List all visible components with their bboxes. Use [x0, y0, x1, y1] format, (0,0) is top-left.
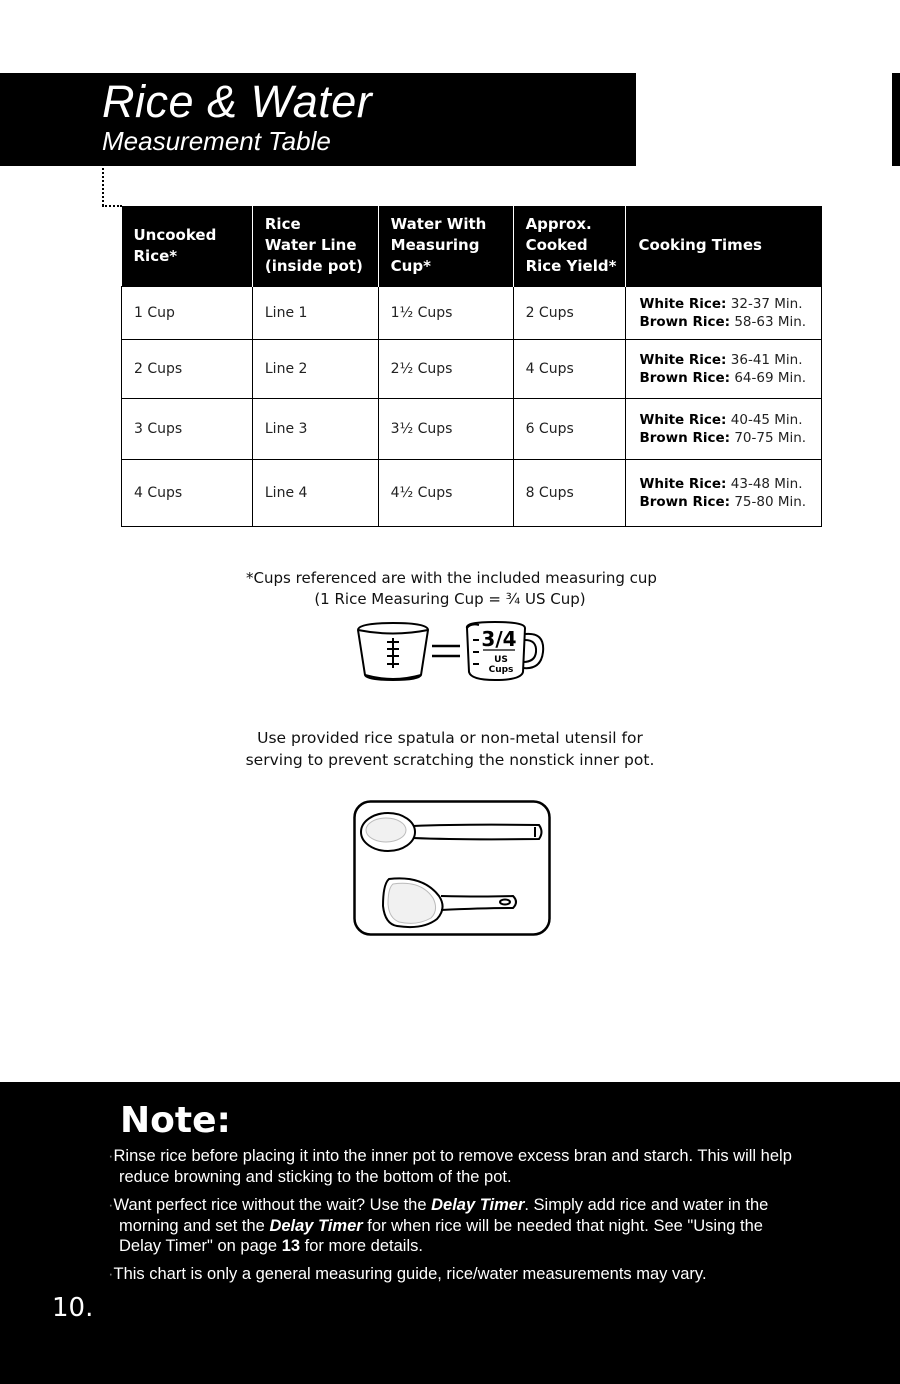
bullet: · — [108, 1196, 114, 1214]
cell-yield: 4 Cups — [513, 339, 626, 398]
unit-label: US — [494, 655, 508, 665]
note-section — [0, 1082, 900, 1384]
column-header-water-line: Rice Water Line (inside pot) — [252, 206, 378, 286]
note-item: ·Rinse rice before placing it into the inner pot to remove excess bran and starch. This will help reduce browning and sticking to the bottom of the pot. — [108, 1147, 792, 1186]
cell-cooking-times: White Rice: 32-37 Min. Brown Rice: 58-63 Min. — [626, 286, 822, 339]
bullet: · — [108, 1147, 114, 1165]
rice-measuring-cup-icon — [358, 623, 428, 680]
note-item: ·Want perfect rice without the wait? Use the Delay Timer. Simply add rice and water in the morning and set the Delay Timer for when rice will be needed that night. See "Using the Delay Timer" on page 13 for more details. — [108, 1196, 769, 1255]
table-row — [122, 286, 822, 339]
cell-water: 2½ Cups — [378, 339, 513, 398]
cell-rice: 3 Cups — [122, 398, 253, 459]
footnote-conversion: (1 Rice Measuring Cup = ¾ US Cup) — [314, 590, 586, 608]
cell-line: Line 2 — [252, 339, 378, 398]
utensil-guidance-text: Use provided rice spatula or non-metal utensil for serving to prevent scratching the nonstick inner pot. — [245, 729, 655, 769]
note-heading: Note: — [120, 1100, 231, 1141]
utensils-illustration — [353, 800, 551, 936]
table-row — [122, 398, 822, 459]
table-header-row — [122, 206, 822, 286]
white-rice-label: White Rice: — [639, 351, 727, 368]
table-row — [122, 339, 822, 398]
page-title: Rice & Water — [102, 76, 373, 127]
page-reference: 13 — [281, 1237, 301, 1255]
dotted-connector — [102, 205, 122, 207]
brown-rice-label: Brown Rice: — [639, 429, 731, 446]
cell-yield: 2 Cups — [513, 286, 626, 339]
page-subtitle: Measurement Table — [102, 126, 331, 156]
bullet: · — [108, 1265, 114, 1283]
section-tab-marker — [892, 73, 900, 166]
unit-label: Cups — [488, 665, 514, 675]
delay-timer-term: Delay Timer — [269, 1216, 363, 1235]
cell-water: 1½ Cups — [378, 286, 513, 339]
cell-line: Line 3 — [252, 398, 378, 459]
cell-line: Line 4 — [252, 459, 378, 526]
column-header-water-cup: Water With Measuring Cup* — [378, 206, 513, 286]
dotted-connector — [102, 168, 104, 206]
delay-timer-term: Delay Timer — [431, 1196, 525, 1214]
cell-cooking-times: White Rice: 43-48 Min. Brown Rice: 75-80 Min. — [626, 459, 822, 526]
white-rice-label: White Rice: — [639, 411, 727, 428]
cell-rice: 2 Cups — [122, 339, 253, 398]
footnote-cups: *Cups referenced are with the included measuring cup — [246, 569, 657, 587]
measuring-cup-equivalence-icon — [355, 620, 550, 686]
white-rice-label: White Rice: — [639, 475, 727, 492]
brown-rice-label: Brown Rice: — [639, 369, 731, 386]
white-rice-label: White Rice: — [639, 295, 727, 312]
cell-yield: 8 Cups — [513, 459, 626, 526]
column-header-cooking-times: Cooking Times — [626, 206, 822, 286]
cell-rice: 4 Cups — [122, 459, 253, 526]
brown-rice-label: Brown Rice: — [639, 493, 731, 510]
cell-rice: 1 Cup — [122, 286, 253, 339]
cell-water: 3½ Cups — [378, 398, 513, 459]
cell-yield: 6 Cups — [513, 398, 626, 459]
page-number: 10. — [52, 1293, 94, 1323]
column-header-yield: Approx. Cooked Rice Yield* — [513, 206, 626, 286]
fraction-label: 3/4 — [481, 627, 517, 651]
table-row — [122, 459, 822, 526]
cell-water: 4½ Cups — [378, 459, 513, 526]
column-header-uncooked-rice: Uncooked Rice* — [122, 206, 253, 286]
brown-rice-label: Brown Rice: — [639, 313, 731, 330]
cell-cooking-times: White Rice: 40-45 Min. Brown Rice: 70-75 Min. — [626, 398, 822, 459]
cell-cooking-times: White Rice: 36-41 Min. Brown Rice: 64-69 Min. — [626, 339, 822, 398]
equals-icon — [432, 646, 460, 656]
note-item: ·This chart is only a general measuring guide, rice/water measurements may vary. — [108, 1265, 707, 1283]
cell-line: Line 1 — [252, 286, 378, 339]
measurement-table — [121, 206, 822, 527]
